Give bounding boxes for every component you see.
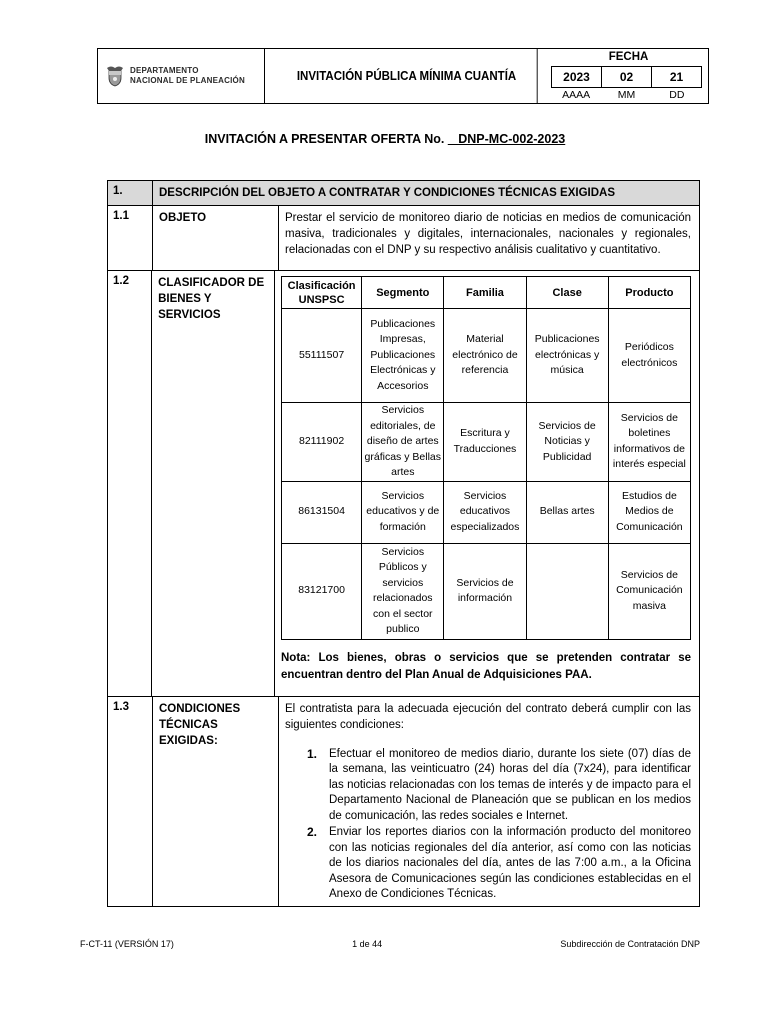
- date-label: FECHA: [608, 51, 649, 63]
- list-item-text: Enviar los reportes diarios con la información producto del monitoreo con las noticias regionales del día anterior, así como con las noticias de los diarios nacionales del día, antes de las 7:00 a.m., a la Oficina Asesora de Comunicaciones según las condiciones establecidas en el Anexo de Condiciones Técnicas.: [329, 826, 691, 900]
- table-row: [282, 403, 691, 482]
- unspsc-header-row: [282, 277, 691, 309]
- list-item: [307, 825, 691, 903]
- table-cell: Estudios de Medios de Comunicación: [608, 481, 690, 543]
- table-cell: 55111507: [282, 309, 362, 403]
- year-unit: AAAA: [562, 89, 591, 101]
- document-type-title: INVITACIÓN PÚBLICA MÍNIMA CUANTÍA: [276, 49, 537, 103]
- objeto-row: [108, 206, 699, 271]
- condiciones-label: CONDICIONES TÉCNICAS EXIGIDAS:: [153, 697, 279, 906]
- date-day: 21: [669, 70, 684, 84]
- table-cell: Periódicos electrónicos: [608, 309, 690, 403]
- table-cell: Bellas artes: [526, 481, 608, 543]
- column-header: Producto: [608, 277, 690, 309]
- dnp-logo: [98, 49, 265, 103]
- objeto-text: Prestar el servicio de monitoreo diario de noticias en medios de comunicación masiva, tradicionales y digitales, internacionales, nacionales y regionales, relacionadas con el DNP y su respectivo análisis cualitativo y cuantitativo.: [285, 212, 691, 256]
- table-cell: Servicios de información: [444, 543, 526, 639]
- table-cell: Servicios educativos y de formación: [362, 481, 444, 543]
- list-item-number: 2.: [307, 825, 318, 839]
- month-unit: MM: [617, 89, 636, 101]
- logo-line-1: DEPARTAMENTO: [130, 66, 199, 75]
- footer-office: Subdirección de Contratación DNP: [560, 939, 700, 949]
- table-row: [282, 481, 691, 543]
- date-month: 02: [602, 67, 652, 87]
- table-cell: Servicios editoriales, de diseño de artes gráficas y Bellas artes: [362, 403, 444, 482]
- clasificador-label: CLASIFICADOR DE BIENES Y SERVICIOS: [152, 271, 275, 696]
- table-cell: 86131504: [282, 481, 362, 543]
- table-cell: 83121700: [282, 543, 362, 639]
- column-header: Familia: [444, 277, 526, 309]
- list-item-text: Efectuar el monitoreo de medios diario, durante los siete (07) días de la semana, las veinticuatro (24) horas del día (7x24), para identificar las noticias relacionadas con los temas de interés y de impacto para el Departamento Nacional de Planeación que se publican en los medios de comunicación, las redes sociales e Internet.: [329, 747, 691, 822]
- column-header: Clasificación UNSPSC: [282, 277, 362, 309]
- paa-note: Nota: Los bienes, obras o servicios que se pretenden contratar se encuentran dentro del Plan Anual de Adquisiciones PAA.: [281, 651, 691, 681]
- section-header-row: [108, 181, 699, 206]
- unspsc-table: [281, 276, 691, 640]
- table-cell: Servicios de Noticias y Publicidad: [526, 403, 608, 482]
- section-title: DESCRIPCIÓN DEL OBJETO A CONTRATAR Y CONDICIONES TÉCNICAS EXIGIDAS: [159, 187, 616, 199]
- condiciones-list: [285, 747, 691, 903]
- column-header: Clase: [526, 277, 608, 309]
- date-year: 2023: [552, 67, 602, 87]
- table-cell: Publicaciones electrónicas y música: [526, 309, 608, 403]
- invitation-prefix: INVITACIÓN A PRESENTAR OFERTA No.: [204, 132, 445, 146]
- table-cell: Publicaciones Impresas, Publicaciones Electrónicas y Accesorios: [362, 309, 444, 403]
- coat-of-arms-icon: [106, 65, 124, 87]
- logo-line-2: NACIONAL DE PLANEACIÓN: [130, 76, 245, 85]
- table-row: [282, 309, 691, 403]
- form-version: F-CT-11 (VERSIÓN 17): [80, 939, 174, 949]
- table-cell: Servicios Públicos y servicios relacionados con el sector publico: [362, 543, 444, 639]
- table-cell: Material electrónico de referencia: [444, 309, 526, 403]
- column-header: Segmento: [362, 277, 444, 309]
- table-cell: Servicios de Comunicación masiva: [608, 543, 690, 639]
- table-cell: 82111902: [282, 403, 362, 482]
- document-header: [97, 48, 709, 104]
- day-unit: DD: [669, 89, 685, 101]
- list-item: [307, 747, 691, 825]
- objeto-label: OBJETO: [153, 206, 279, 270]
- section-number: 1.: [108, 181, 153, 205]
- condiciones-row: [108, 697, 699, 906]
- list-item-number: 1.: [307, 746, 318, 761]
- table-row: [282, 543, 691, 639]
- table-cell: [526, 543, 608, 639]
- invitation-number: _ DNP-MC-002-2023: [447, 132, 566, 146]
- clasificador-number: 1.2: [108, 271, 152, 696]
- objeto-number: 1.1: [108, 206, 153, 270]
- condiciones-intro: El contratista para la adecuada ejecución del contrato deberá cumplir con las siguientes condiciones:: [285, 702, 691, 731]
- table-cell: Servicios educativos especializados: [444, 481, 526, 543]
- table-cell: Escritura y Traducciones: [444, 403, 526, 482]
- description-table: [107, 180, 700, 907]
- clasificador-row: [108, 271, 699, 697]
- invitation-title: [0, 132, 770, 146]
- date-block: [549, 49, 708, 103]
- page-number: 1 de 44: [352, 939, 383, 949]
- condiciones-number: 1.3: [108, 697, 153, 906]
- page-footer: [80, 939, 700, 949]
- table-cell: Servicios de boletines informativos de interés especial: [608, 403, 690, 482]
